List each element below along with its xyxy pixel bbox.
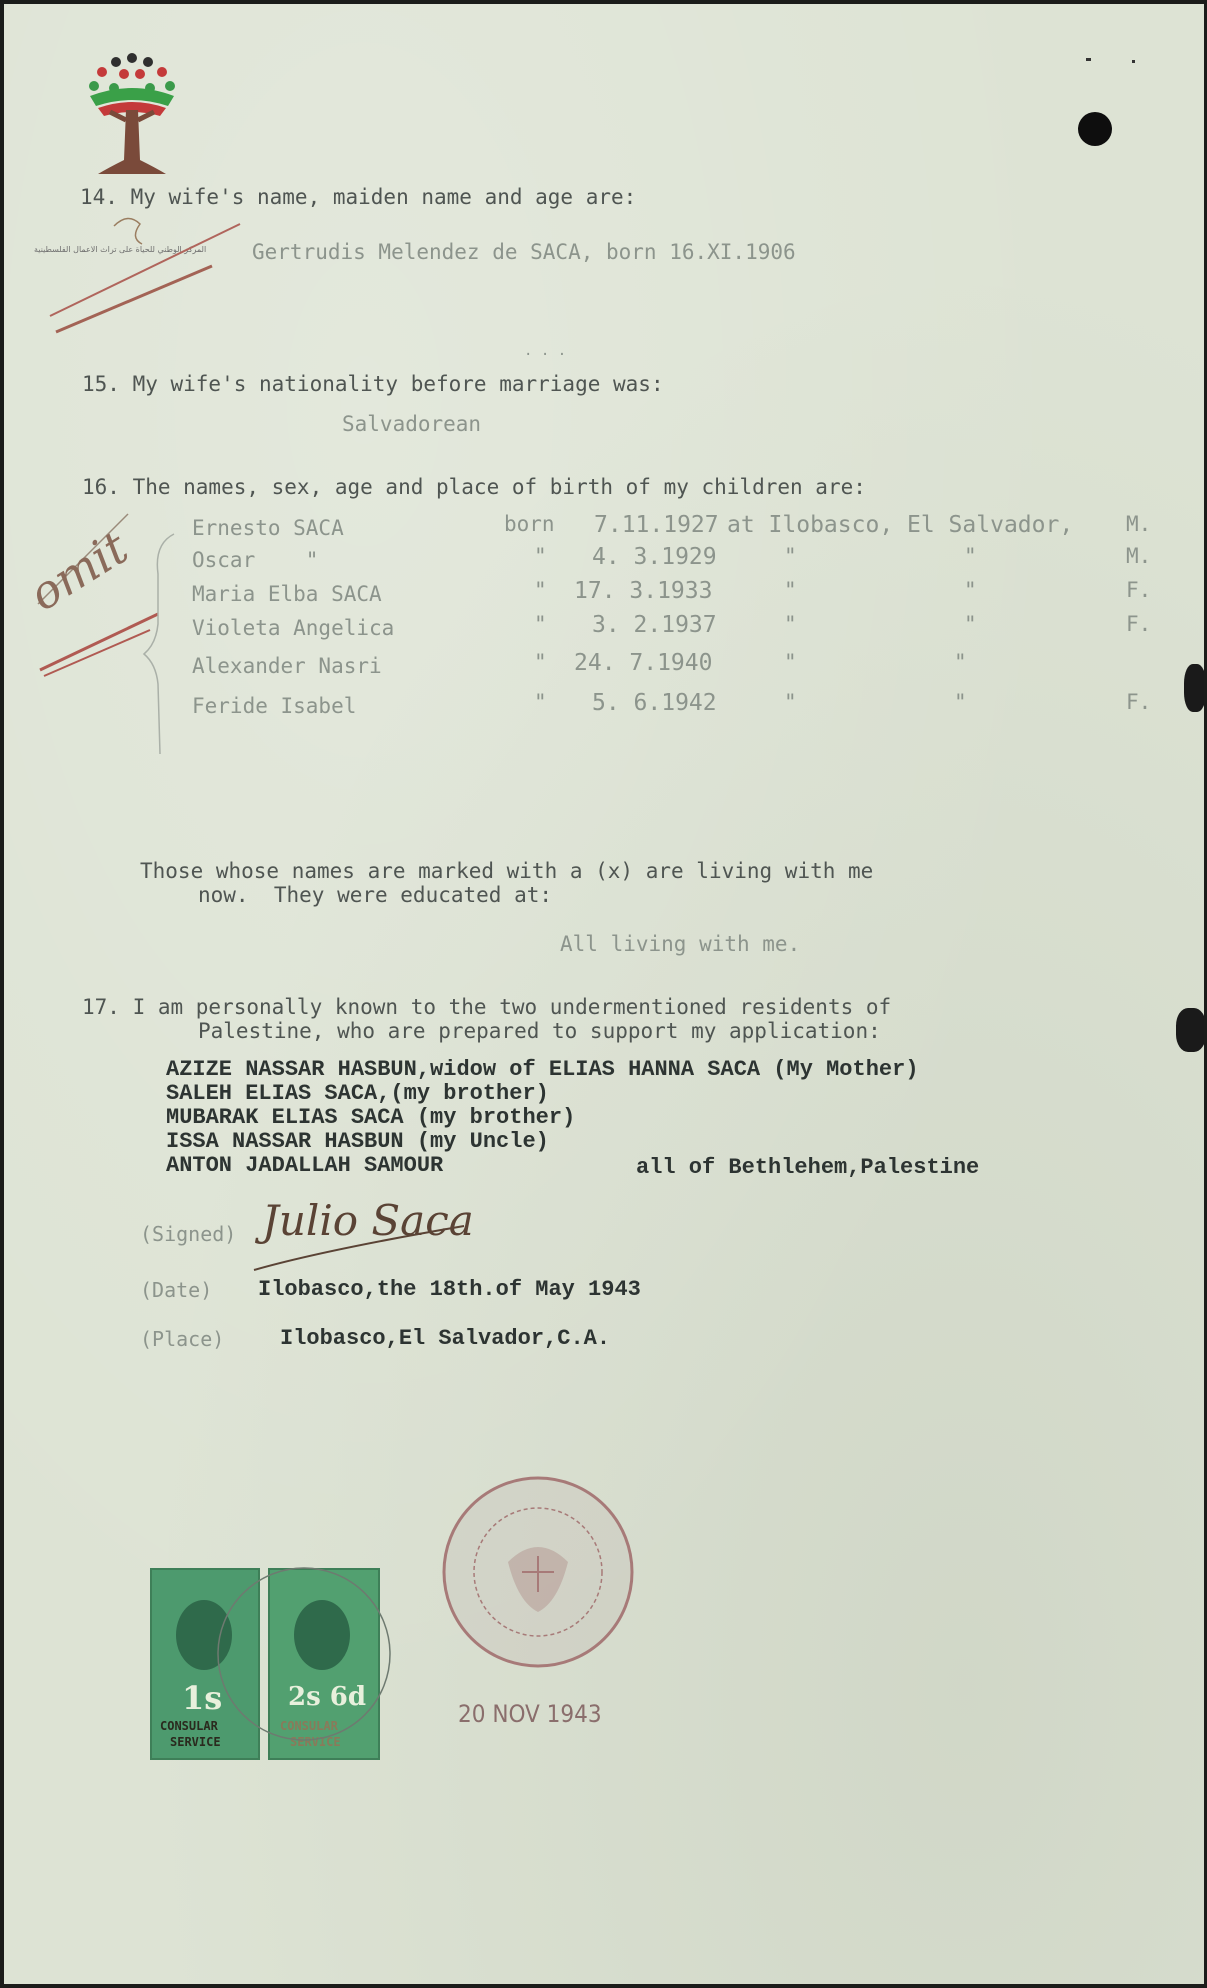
signature-flourish [244,1220,484,1280]
archive-logo [76,50,188,190]
question-16: 16. The names, sex, age and place of birth of my children are: [82,475,866,499]
child-ditto: " [964,578,977,602]
child-born: born [504,512,555,536]
date-value: Ilobasco,the 18th.of May 1943 [258,1277,641,1302]
child-date: 4. 3.1929 [592,544,717,570]
child-date: 3. 2.1937 [592,612,717,638]
pencil-strike-marks [44,204,254,344]
child-sex: M. [1126,512,1152,536]
speck [1086,58,1091,61]
ellipsis-mark: . . . [524,343,567,359]
stamp-top-text: CONSULAR [280,1719,338,1733]
child-sex: M. [1126,544,1152,568]
child-date: 24. 7.1940 [574,650,713,676]
stamp-bottom-text: SERVICE [170,1735,221,1749]
answer-15: Salvadorean [342,412,482,436]
living-line-2: now. They were educated at: [198,883,553,907]
question-17-line-1: 17. I am personally known to the two undermentioned residents of [82,995,892,1019]
child-born: " [534,650,547,674]
tree-logo-icon [76,50,188,190]
signature: Julio Saca [262,1196,474,1245]
child-sex: F. [1126,690,1152,714]
residence: all of Bethlehem,Palestine [636,1155,980,1180]
document-page [4,4,1204,1984]
supporter: AZIZE NASSAR HASBUN,widow of ELIAS HANNA SACA (My Mother) [166,1057,919,1082]
child-date: 7.11.1927 [594,512,719,538]
child-sex: F. [1126,578,1152,602]
child-name: Oscar " [192,548,319,572]
child-born: " [534,612,547,636]
child-ditto: " [964,544,977,568]
answer-14: Gertrudis Melendez de SACA, born 16.XI.1906 [252,240,796,264]
date-label: (Date) [140,1278,213,1302]
supporter: ISSA NASSAR HASBUN (my Uncle) [166,1129,549,1154]
question-17-line-2: Palestine, who are prepared to support my application: [198,1019,881,1043]
stamp-value: 2s 6d [288,1682,367,1712]
stamp-value: 1s [182,1679,223,1717]
child-name: Violeta Angelica [192,616,395,640]
child-place: at Ilobasco, El Salvador, [727,512,1074,538]
legation-seal [438,1472,638,1672]
child-place: " [784,650,797,674]
child-born: " [534,544,547,568]
stamp-bottom-text: SERVICE [290,1735,341,1749]
supporter: MUBARAK ELIAS SACA (my brother) [166,1105,576,1130]
child-place: " [784,612,797,636]
child-name: Maria Elba SACA [192,582,382,606]
child-name: Alexander Nasri [192,654,382,678]
child-born: " [534,578,547,602]
supporter: SALEH ELIAS SACA,(my brother) [166,1081,549,1106]
omit-note: omit [19,520,138,622]
stamp-top-text: CONSULAR [160,1719,218,1733]
child-ditto: " [954,650,967,674]
speck [1132,60,1135,63]
child-name: Feride Isabel [192,694,357,718]
date-stamp: 20 NOV 1943 [458,1700,602,1728]
child-place: " [784,690,797,714]
place-label: (Place) [140,1327,225,1351]
edge-blot [1176,1008,1204,1052]
child-ditto: " [964,612,977,636]
child-place: " [784,578,797,602]
stamp-cancellation-circle [204,1554,404,1754]
edge-blot [1184,664,1204,712]
child-name: Ernesto SACA [192,516,344,540]
signed-label: (Signed) [140,1222,237,1246]
place-value: Ilobasco,El Salvador,C.A. [280,1326,611,1351]
child-sex: F. [1126,612,1152,636]
punch-hole [1078,112,1112,146]
question-14: 14. My wife's name, maiden name and age are: [80,185,637,209]
child-date: 17. 3.1933 [574,578,713,604]
logo-caption: المركز الوطني للحياة على تراث الاعمال الفلسطينية [34,245,207,254]
child-date: 5. 6.1942 [592,690,717,716]
supporter: ANTON JADALLAH SAMOUR [166,1153,444,1178]
living-answer: All living with me. [560,932,801,956]
living-line-1: Those whose names are marked with a (x) are living with me [140,859,874,883]
child-ditto: " [954,690,967,714]
question-15: 15. My wife's nationality before marriage was: [82,372,664,396]
child-place: " [784,544,797,568]
child-born: " [534,690,547,714]
